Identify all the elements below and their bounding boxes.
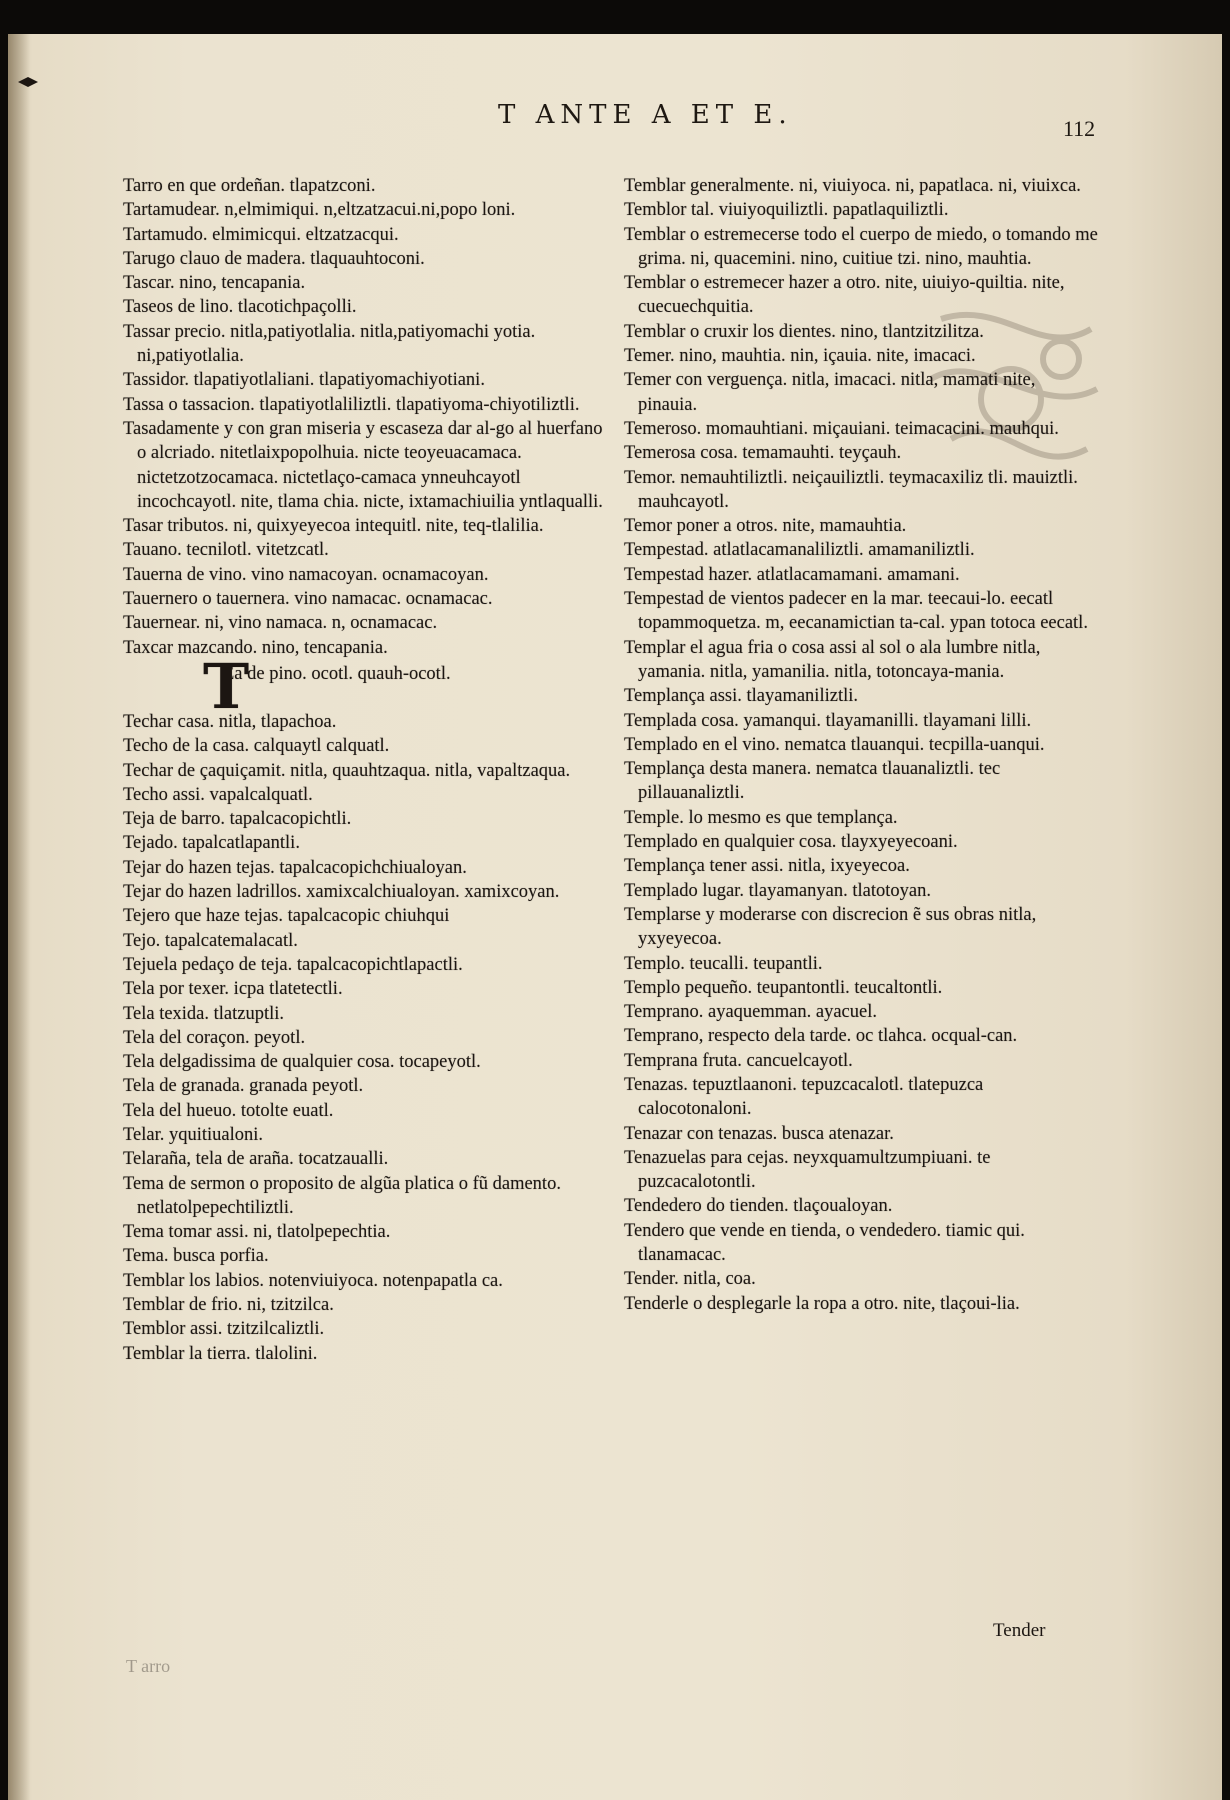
dictionary-entry: Temple. lo mesmo es que templança. <box>624 807 898 828</box>
dictionary-entry: Techar de çaquiçamit. nitla, quauhtzaqua. nitla, vapaltzaqua. <box>123 760 571 781</box>
dictionary-entry: Techo de la casa. calquaytl calquatl. <box>123 736 390 757</box>
dictionary-entry: Techo assi. vapalcalquatl. <box>123 784 313 805</box>
dictionary-entry: Temor. nemauhtiliztli. neiçauiliztli. teymacaxiliz tli. mauiztli. mauhcayotl. <box>624 467 1078 512</box>
dictionary-entry: Tenazar con tenazas. busca atenazar. <box>624 1123 894 1144</box>
dictionary-entry: Tema de sermon o proposito de algũa platica o fũ damento. netlatolpepechtiliztli. <box>123 1173 561 1218</box>
dictionary-entry: Temerosa cosa. temamauhti. teyçauh. <box>624 443 902 464</box>
dictionary-entry: Tartamudear. n,elmimiqui. n,eltzatzacui.ni,popo loni. <box>123 200 516 221</box>
dictionary-entry: Tarugo clauo de madera. tlaquauhtoconi. <box>123 248 425 269</box>
dictionary-entry: Templo. teucalli. teupantli. <box>624 953 823 974</box>
right-column <box>624 174 1099 1316</box>
drop-cap: T <box>203 649 250 723</box>
page-number: 112 <box>1063 116 1096 141</box>
dictionary-entry: Temblor tal. viuiyoquiliztli. papatlaquiliztli. <box>624 200 949 221</box>
dictionary-entry: Temblar la tierra. tlalolini. <box>123 1343 318 1364</box>
dictionary-entry: Tela del coraçon. peyotl. <box>123 1027 306 1048</box>
dictionary-entry: Tender. nitla, coa. <box>624 1269 756 1290</box>
dictionary-entry: Temblar los labios. notenviuiyoca. notenpapatla ca. <box>123 1270 503 1291</box>
dictionary-entry: Tejado. tapalcatlapantli. <box>123 833 300 854</box>
dictionary-entry: Tejo. tapalcatemalacatl. <box>123 930 298 951</box>
dictionary-entry: Tarro en que ordeñan. tlapatzconi. <box>123 176 376 196</box>
dictionary-entry: Temblar generalmente. ni, viuiyoca. ni, papatlaca. ni, viuixca. <box>624 176 1081 196</box>
dictionary-entry: Templo pequeño. teupantontli. teucaltontli. <box>624 977 943 998</box>
dictionary-entry: Temer. nino, mauhtia. nin, içauia. nite, imacaci. <box>624 346 976 367</box>
dictionary-entry: Templarse y moderarse con discrecion ẽ sus obras nitla, yxyeyecoa. <box>624 904 1037 950</box>
dictionary-entry: Templado en qualquier cosa. tlayxyeyecoani. <box>624 832 958 853</box>
dictionary-entry: Templada cosa. yamanqui. tlayamanilli. tlayamani lilli. <box>624 710 1032 731</box>
dictionary-entry: Telaraña, tela de araña. tocatzaualli. <box>123 1149 389 1170</box>
dictionary-entry: Tejar do hazen tejas. tapalcacopichchiualoyan. <box>123 857 467 878</box>
dictionary-entry: Temor poner a otros. nite, mamauhtia. <box>624 516 907 537</box>
dictionary-entry: Techar casa. nitla, tlapachoa. <box>123 711 337 732</box>
dictionary-entry: Tasar tributos. ni, quixyeyecoa intequitl. nite, teq-tlalilia. <box>123 516 544 537</box>
catchword: Tender <box>993 1620 1046 1641</box>
dictionary-entry: Templar el agua fria o cosa assi al sol o ala lumbre nitla, yamania. nitla, yamanilia. nitla, totoncaya-mania. <box>624 637 1041 682</box>
dictionary-entry: Tassar precio. nitla,patiyotlalia. nitla,patiyomachi yotia. ni,patiyotlalia. <box>123 321 536 367</box>
dictionary-entry: Tema tomar assi. ni, tlatolpepechtia. <box>123 1222 391 1243</box>
dictionary-entry: Tauernero o tauernera. vino namacac. ocnamacac. <box>123 589 493 610</box>
dictionary-entry: Temeroso. momauhtiani. miçauiani. teimacacini. mauhqui. <box>624 418 1059 439</box>
dictionary-entry: Templado en el vino. nematca tlauanqui. tecpilla-uanqui. <box>624 734 1045 755</box>
dictionary-entry: Tejar do hazen ladrillos. xamixcalchiualoyan. xamixcoyan. <box>123 882 560 903</box>
dictionary-entry: Templança assi. tlayamaniliztli. <box>624 686 858 707</box>
dictionary-entry: Tartamudo. elmimicqui. eltzatzacqui. <box>123 224 399 245</box>
dictionary-entry: Temblar de frio. ni, tzitzilca. <box>123 1295 334 1316</box>
dictionary-entry: Tauernear. ni, vino namaca. n, ocnamacac. <box>123 613 438 634</box>
dictionary-entry: Telar. yquitiualoni. <box>123 1124 263 1145</box>
dictionary-entry: Tela de granada. granada peyotl. <box>123 1076 364 1097</box>
dictionary-entry: Temer con verguença. nitla, imacaci. nitla, mamati nite, pinauia. <box>624 370 1036 415</box>
dictionary-entry: Teja de barro. tapalcacopichtli. <box>123 809 352 830</box>
dictionary-entry: Tela por texer. icpa tlatetectli. <box>123 979 343 1000</box>
dictionary-entry: Templado lugar. tlayamanyan. tlatotoyan. <box>624 880 931 901</box>
dictionary-entry: Tela delgadissima de qualquier cosa. tocapeyotl. <box>123 1052 481 1073</box>
dictionary-entry: Tauano. tecnilotl. vitetzcatl. <box>123 540 329 561</box>
dictionary-entry: Templança desta manera. nematca tlauanaliztli. tec pillauanaliztli. <box>624 759 1001 804</box>
dictionary-entry: Templança tener assi. nitla, ixyeyecoa. <box>624 856 910 877</box>
section-first-entry: Ea de pino. ocotl. quauh-ocotl. <box>223 663 451 684</box>
dictionary-entry: Tempestad de vientos padecer en la mar. teecaui-lo. eecatl topammoquetza. m, eecanamictian ta-cal. ypan totoca eecatl. <box>624 589 1088 634</box>
dictionary-entry: Tascar. nino, tencapania. <box>123 273 306 294</box>
dictionary-entry: Tendedero do tienden. tlaçoualoyan. <box>624 1196 893 1217</box>
dictionary-entry: Tenazas. tepuztlaanoni. tepuzcacalotl. tlatepuzca calocotonaloni. <box>624 1074 984 1120</box>
page-corner-mark <box>16 74 40 90</box>
dictionary-entry: Tema. busca porfia. <box>123 1246 269 1267</box>
dictionary-entry: Tempestad hazer. atlatlacamamani. amamani. <box>624 564 960 585</box>
dictionary-entry: Tenderle o desplegarle la ropa a otro. nite, tlaçoui-lia. <box>624 1293 1020 1314</box>
bleed-through-text: T arro <box>126 1656 171 1676</box>
dictionary-entry: Tempestad. atlatlacamanaliliztli. amamaniliztli. <box>624 540 975 561</box>
dictionary-entry: Tenazuelas para cejas. neyxquamultzumpiuani. te puzcacalotontli. <box>624 1147 991 1193</box>
dictionary-entry: Tendero que vende en tienda, o vendedero. tiamic qui. tlanamacac. <box>624 1220 1025 1266</box>
dictionary-entry: Tassidor. tlapatiyotlaliani. tlapatiyomachiyotiani. <box>123 370 485 391</box>
dictionary-entry: Tasadamente y con gran miseria y escaseza dar al-go al huerfano o alcriado. nitetlaixpopolhuia. nicte teoyeuacamaca. nictetzotzocamaca. nictetlaço-camaca ynneuhcayotl incochcayotl. nite, tlama chia. nicte, ixtamachiuilia yntlaqualli. <box>123 418 603 512</box>
dictionary-entry: Temprana fruta. cancuelcayotl. <box>624 1050 853 1071</box>
dictionary-entry: Temprano. ayaquemman. ayacuel. <box>624 1002 877 1023</box>
dictionary-entry: Temblar o estremecer hazer a otro. nite, uiuiyo-quiltia. nite, cuecuechquitia. <box>624 273 1065 318</box>
dictionary-entry: Tela del hueuo. totolte euatl. <box>123 1100 334 1121</box>
left-column <box>123 174 603 1366</box>
dictionary-entry: Temblor assi. tzitzilcaliztli. <box>123 1319 325 1340</box>
book-page <box>8 34 1222 1800</box>
dictionary-entry: Tejero que haze tejas. tapalcacopic chiuhqui <box>123 906 450 927</box>
dictionary-entry: Temprano, respecto dela tarde. oc tlahca. ocqual-can. <box>624 1026 1018 1047</box>
dictionary-entry: Tela texida. tlatzuptli. <box>123 1003 285 1024</box>
dictionary-entry: Temblar o estremecerse todo el cuerpo de miedo, o tomando me grima. ni, quacemini. nino, cuitiue tzi. nino, mauhtia. <box>624 224 1098 269</box>
dictionary-entry: Temblar o cruxir los dientes. nino, tlantzitzilitza. <box>624 321 984 342</box>
dictionary-entry: Tassa o tassacion. tlapatiyotlaliliztli. tlapatiyoma-chiyotiliztli. <box>123 394 580 415</box>
dictionary-entry: Tejuela pedaço de teja. tapalcacopichtlapactli. <box>123 954 463 975</box>
dictionary-entry: Taseos de lino. tlacotichpaçolli. <box>123 297 357 318</box>
running-head: T ANTE A ET E. <box>498 100 793 130</box>
dictionary-entry: Tauerna de vino. vino namacoyan. ocnamacoyan. <box>123 564 489 585</box>
dictionary-entry: Taxcar mazcando. nino, tencapania. <box>123 637 388 658</box>
